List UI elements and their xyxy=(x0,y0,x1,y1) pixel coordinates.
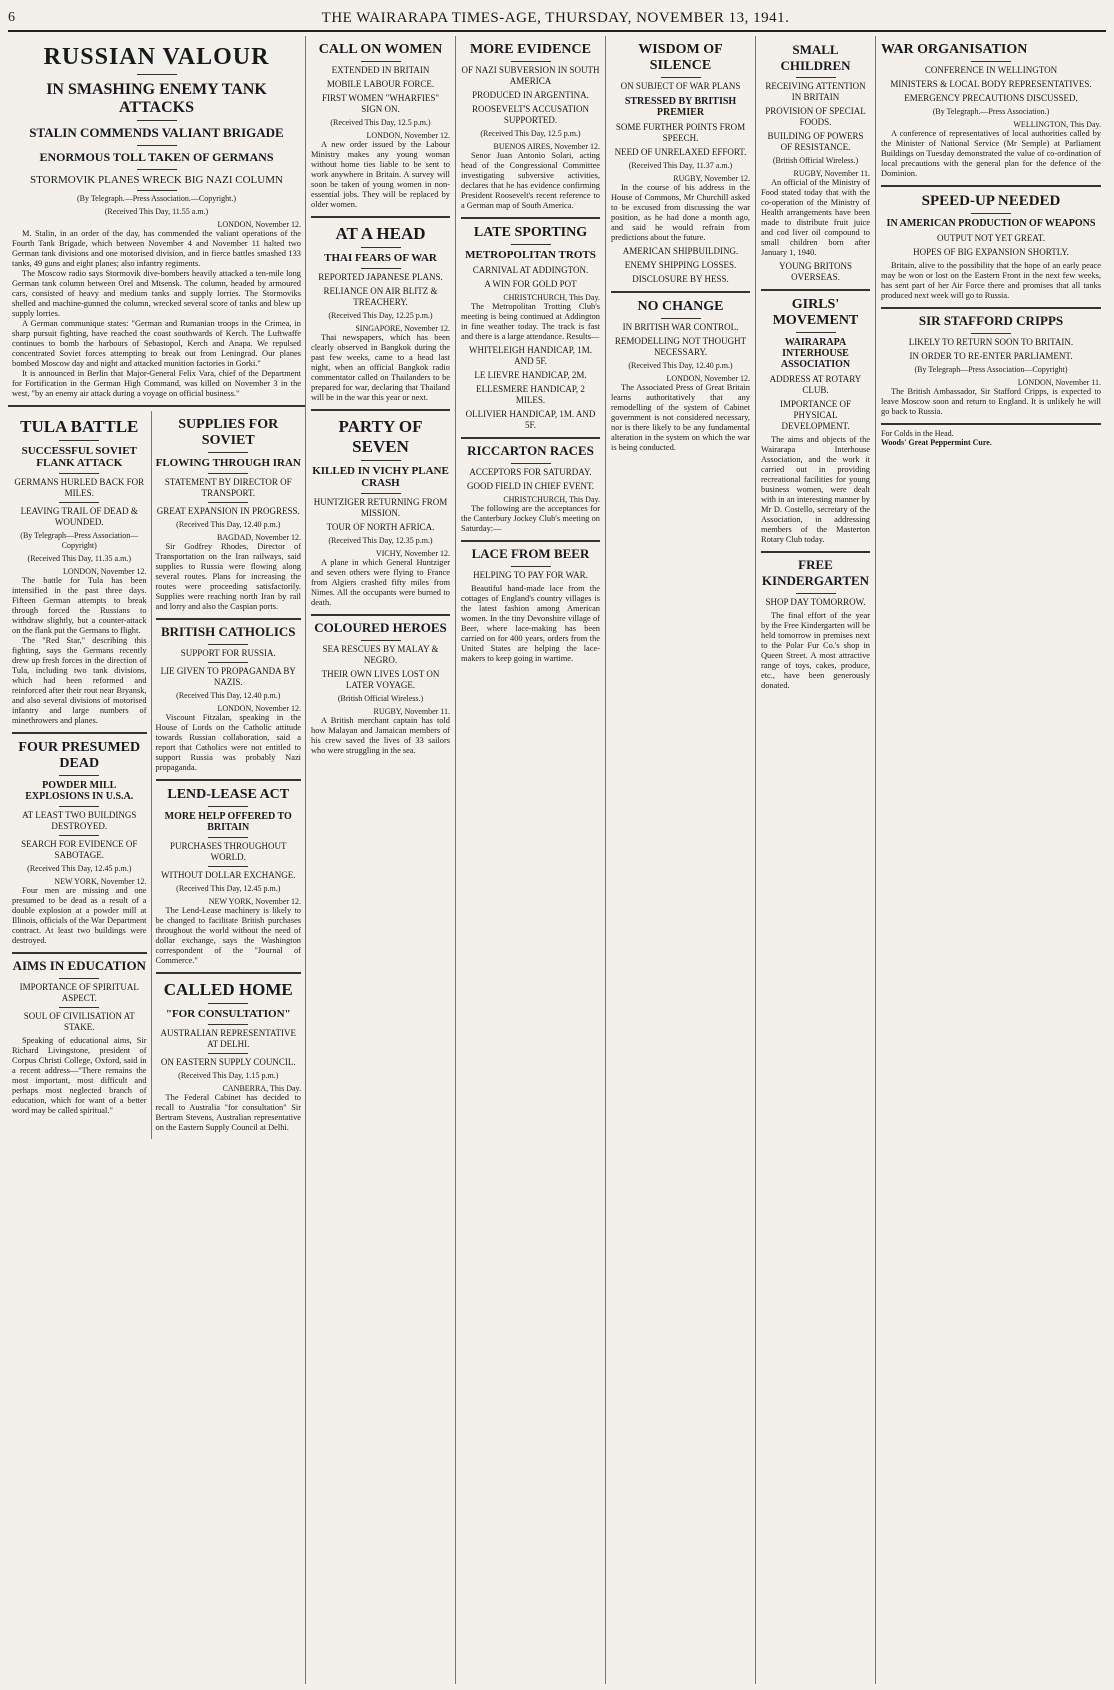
dateline: VICHY, November 12. xyxy=(375,549,450,558)
headline: SIR STAFFORD CRIPPS xyxy=(918,313,1064,328)
headline: AIMS IN EDUCATION xyxy=(12,958,146,973)
column-left xyxy=(8,36,306,1684)
headline: NO CHANGE xyxy=(637,299,724,314)
subheadline: SOME FURTHER POINTS FROM SPEECH. xyxy=(615,122,746,143)
subheadline: ROOSEVELT'S ACCUSATION SUPPORTED. xyxy=(471,104,590,125)
subheadline: SOUL OF CIVILISATION AT STAKE. xyxy=(23,1011,135,1032)
dateline: LONDON, November 12. xyxy=(217,704,301,713)
article-british-catholics xyxy=(156,624,301,773)
paragraph: The Moscow radio says Stormovik dive-bombers heavily attacked a ten-mile long German tank column between Orel and Mtsensk. The column, headed by armoured cars, consisted of heavy and medium tanks and supply lorries. The Stormoviks shelled and machine-gunned the column, wrecked several score of tanks and blew up supply lorries. xyxy=(12,269,301,318)
subheadline: GREAT EXPANSION IN PROGRESS. xyxy=(156,506,300,516)
subheadline: A WIN FOR GOLD POT xyxy=(484,279,577,289)
received-time: (By Telegraph.—Press Association.) xyxy=(932,107,1050,116)
dateline: RUGBY, November 12. xyxy=(673,174,750,183)
section-heading: AMERICAN SHIPBUILDING. xyxy=(622,246,739,256)
received-time: (British Official Wireless.) xyxy=(337,694,424,703)
subheadline: METROPOLITAN TROTS xyxy=(465,249,596,261)
received-time: (Received This Day, 11.37 a.m.) xyxy=(628,161,733,170)
column-6 xyxy=(756,36,876,1684)
subheadline: MORE HELP OFFERED TO BRITAIN xyxy=(164,811,292,833)
headline: RICCARTON RACES xyxy=(467,443,594,458)
subheadline: HOPES OF BIG EXPANSION SHORTLY. xyxy=(913,247,1069,257)
headline: GIRLS' MOVEMENT xyxy=(772,297,859,328)
article-more-evidence xyxy=(461,42,600,211)
article-aims-in-education xyxy=(12,958,147,1116)
subheadline: PROVISION OF SPECIAL FOODS. xyxy=(765,106,866,127)
paragraph: The British Ambassador, Sir Stafford Cripps, is expected to leave Moscow soon and return to England. It is unlikely he will go back to Russia. xyxy=(881,387,1101,416)
masthead xyxy=(8,6,1106,32)
subheadline: OF NAZI SUBVERSION IN SOUTH AMERICA xyxy=(461,65,600,86)
subheadline: GERMANS HURLED BACK FOR MILES. xyxy=(14,477,145,498)
subheadline: OUTPUT NOT YET GREAT. xyxy=(937,233,1045,243)
article-supplies-for-soviet xyxy=(156,417,301,612)
subheadline: MINISTERS & LOCAL BODY REPRESENTATIVES. xyxy=(890,79,1092,89)
article-small-children xyxy=(761,42,870,283)
subheadline: IMPORTANCE OF PHYSICAL DEVELOPMENT. xyxy=(780,399,851,431)
section-heading: ENEMY SHIPPING LOSSES. xyxy=(624,260,737,270)
paragraph: Thai newspapers, which has been clearly observed in Bangkok during the past few weeks, came to a head last night, when an official Bangkok radio commentator called on Thailanders to be prepared for war, declaring that Thailand will be in the war this year or next. xyxy=(311,333,450,402)
article-no-change xyxy=(611,299,750,453)
received-time: (Received This Day, 12.40 p.m.) xyxy=(176,520,281,529)
article-speed-up-needed xyxy=(881,193,1101,301)
subheadline: ON SUBJECT OF WAR PLANS xyxy=(620,81,741,91)
article-four-presumed-dead xyxy=(12,740,147,946)
subheadline: EMERGENCY PRECAUTIONS DISCUSSED. xyxy=(904,93,1078,103)
paragraph: The Metropolitan Trotting Club's meeting is being continued at Addington in fine weather today. The track is fast and there is a large attendance. Results— xyxy=(461,302,600,341)
column-7 xyxy=(876,36,1106,1684)
received-time: (Received This Day, 12.45 p.m.) xyxy=(27,864,132,873)
paragraph: The following are the acceptances for the Canterbury Jockey Club's meeting on Saturday:— xyxy=(461,504,600,533)
dateline: SINGAPORE, November 12. xyxy=(355,324,450,333)
subheadline: THAI FEARS OF WAR xyxy=(324,252,437,264)
subheadline: REPORTED JAPANESE PLANS. xyxy=(318,272,443,282)
subheadline: FLOWING THROUGH IRAN xyxy=(155,457,301,469)
dateline: LONDON, November 11. xyxy=(1017,378,1101,387)
subheadline: IN BRITISH WAR CONTROL. xyxy=(622,322,739,332)
subheadline: HELPING TO PAY FOR WAR. xyxy=(473,570,588,580)
subheadline: HUNTZIGER RETURNING FROM MISSION. xyxy=(313,497,448,518)
paragraph: Senor Juan Antonio Solari, acting head of the Congressional Committee investigating subversive activities, declares that he has evidence confirming President Roosevelt's recent reference to a German map of South America. xyxy=(461,151,600,210)
paragraph: A plane in which General Huntziger and seven others were flying to France from Algiers crashed fifty miles from Nimes. All the occupants were burned to death. xyxy=(311,558,450,607)
column-3 xyxy=(306,36,456,1684)
paragraph: A new order issued by the Labour Ministry makes any young woman without home ties liable to be sent to work anywhere in Britain. A survey will soon be taken of young women in non-essential jobs. They will be replaced by older women. xyxy=(311,140,450,209)
received-time: (Received This Day, 12.25 p.m.) xyxy=(328,311,433,320)
article-lace-from-beer xyxy=(461,546,600,664)
received-time: (British Official Wireless.) xyxy=(772,156,859,165)
article-lend-lease-act xyxy=(156,787,301,966)
subheadline: AT LEAST TWO BUILDINGS DESTROYED. xyxy=(22,810,137,831)
paragraph: Britain, alive to the possibility that the hope of an early peace may be won or lost on the Eastern Front in the next few weeks, has sent part of her Air Force there and promises that all tanks produced next week will go to Russia. xyxy=(881,261,1101,300)
article-at-a-head xyxy=(311,224,450,403)
dateline: CHRISTCHURCH, This Day. xyxy=(503,495,600,504)
section-heading: DISCLOSURE BY HESS. xyxy=(632,274,729,284)
headline: LATE SPORTING xyxy=(473,225,588,240)
subheadline: IN AMERICAN PRODUCTION OF WEAPONS xyxy=(886,218,1096,229)
subheadline: POWDER MILL EXPLOSIONS IN U.S.A. xyxy=(25,780,134,802)
article-call-on-women xyxy=(311,42,450,210)
article-late-sporting xyxy=(461,225,600,431)
paragraph: The Federal Cabinet has decided to recall to Australia "for consultation" Sir Bertram Stevens, Australian representative on the Eastern Supply Council at Delhi. xyxy=(155,1093,301,1132)
subheadline: BUILDING OF POWERS OF RESISTANCE. xyxy=(767,131,864,152)
received-time: (Received This Day, 12.5 p.m.) xyxy=(480,129,581,138)
subheadline: IMPORTANCE OF SPIRITUAL ASPECT. xyxy=(19,982,139,1003)
subheadline: MOBILE LABOUR FORCE. xyxy=(326,79,435,89)
paragraph: Viscount Fitzalan, speaking in the House of Lords on the Catholic attitude towards Russian collaboration, said a report that Catholics were not entitled to support Russia was probably Nazi propaganda. xyxy=(155,713,301,772)
subheadline: CONFERENCE IN WELLINGTON xyxy=(924,65,1058,75)
subheadline: WITHOUT DOLLAR EXCHANGE. xyxy=(160,870,296,880)
headline: CALLED HOME xyxy=(163,980,293,999)
subheadline: ENORMOUS TOLL TAKEN OF GERMANS xyxy=(39,150,274,164)
subheadline: IN SMASHING ENEMY TANK ATTACKS xyxy=(46,81,267,116)
headline: AT A HEAD xyxy=(335,224,426,243)
subheadline: THEIR OWN LIVES LOST ON LATER VOYAGE. xyxy=(321,669,440,690)
article-riccarton-races xyxy=(461,443,600,534)
dateline: LONDON, November 12. xyxy=(366,131,450,140)
race-heading: OLLIVIER HANDICAP, 1M. AND 5F. xyxy=(465,409,596,430)
subheadline: LIE GIVEN TO PROPAGANDA BY NAZIS. xyxy=(160,666,296,687)
subheadline: STATEMENT BY DIRECTOR OF TRANSPORT. xyxy=(164,477,292,498)
subheadline: SUCCESSFUL SOVIET FLANK ATTACK xyxy=(21,445,137,469)
paragraph: The Lend-Lease machinery is likely to be changed to facilitate British purchases throughout the world without the need of dollar exchange, says the Washington correspondent of the "Journal of Commerce." xyxy=(155,906,301,965)
paragraph: The battle for Tula has been intensified in the past three days. Fifteen German attempts to break through forced the Russians to withdraw slightly, but a counter-attack on the flank put the Germans to flight. xyxy=(12,576,147,635)
paragraph: It is announced in Berlin that Major-General Felix Vara, chief of the Department for Fortification in the German High Command, was killed on November 3 in the west, "by an enemy air attack during a voyage on official business." xyxy=(12,369,301,398)
subheadline: ON EASTERN SUPPLY COUNCIL. xyxy=(160,1057,296,1067)
headline: WISDOM OF SILENCE xyxy=(638,42,723,73)
paragraph: The Associated Press of Great Britain learns authoritatively that any remodelling of the system of Cabinet government is not considered necessary, nor is there likely to be any fundamental alteration in the system on which the war is being conducted. xyxy=(611,383,750,452)
subheadline: PRODUCED IN ARGENTINA. xyxy=(472,90,589,100)
received-time: (Received This Day, 1.15 p.m.) xyxy=(178,1071,279,1080)
race-heading: LE LIEVRE HANDICAP, 2M. xyxy=(474,370,587,380)
page-number: 6 xyxy=(8,10,15,25)
dateline: LONDON, November 12. xyxy=(217,220,301,229)
article-party-of-seven xyxy=(311,417,450,608)
article-called-home xyxy=(156,980,301,1133)
headline: SUPPLIES FOR SOVIET xyxy=(178,417,279,448)
article-tula-battle xyxy=(12,417,147,726)
column-5 xyxy=(606,36,756,1684)
dateline: NEW YORK, November 12. xyxy=(54,877,147,886)
subheadline: ADDRESS AT ROTARY CLUB. xyxy=(769,374,862,395)
section-heading: YOUNG BRITONS OVERSEAS. xyxy=(778,261,853,282)
dateline: CANBERRA, This Day. xyxy=(222,1084,301,1093)
byline: (By Telegraph.—Press Association.—Copyright.) xyxy=(76,194,237,203)
received-time: (Received This Day, 12.45 p.m.) xyxy=(176,884,281,893)
headline: MORE EVIDENCE xyxy=(470,42,591,57)
race-heading: WHITELEIGH HANDICAP, 1M. AND 5F. xyxy=(469,345,592,366)
subheadline: IN ORDER TO RE-ENTER PARLIAMENT. xyxy=(909,351,1073,361)
subheadline: SEA RESCUES BY MALAY & NEGRO. xyxy=(322,644,439,665)
article-war-organisation xyxy=(881,42,1101,179)
subheadline: SEARCH FOR EVIDENCE OF SABOTAGE. xyxy=(21,839,138,860)
headline: COLOURED HEROES xyxy=(314,620,447,635)
headline: WAR ORGANISATION xyxy=(881,42,1028,57)
article-girls-movement xyxy=(761,297,870,545)
received-time: (By Telegraph—Press Association—Copyright) xyxy=(914,365,1068,374)
dateline: WELLINGTON, This Day. xyxy=(1013,120,1101,129)
subheadline: LIKELY TO RETURN SOON TO BRITAIN. xyxy=(908,337,1074,347)
headline: TULA BATTLE xyxy=(20,417,139,436)
subheadline: KILLED IN VICHY PLANE CRASH xyxy=(312,465,449,489)
dateline: RUGBY, November 11. xyxy=(373,707,450,716)
received-time: (Received This Day, 11.35 a.m.) xyxy=(27,554,131,563)
article-russian-valour xyxy=(8,44,305,399)
paragraph: M. Stalin, in an order of the day, has commended the valiant operations of the Fourth Tank Brigade, which between November 4 and November 11 halted two German tank divisions and one motorised division, and in fierce battles smashed 133 tanks, 49 guns and eight planes; also infantry regiments. xyxy=(12,229,301,268)
subheadline: AUSTRALIAN REPRESENTATIVE AT DELHI. xyxy=(160,1028,297,1049)
subheadline: RECEIVING ATTENTION IN BRITAIN xyxy=(765,81,866,102)
subheadline: LEAVING TRAIL OF DEAD & WOUNDED. xyxy=(20,506,138,527)
subheadline: CARNIVAL AT ADDINGTON. xyxy=(472,265,589,275)
paragraph: Sir Godfrey Rhodes, Director of Transportation on the Iran railways, said supplies to Russia were flowing along several routes. Plans for increasing the routes were proceeding satisfactorily. Supplies were reaching north Iran by rail and lorry and also the Caspian ports. xyxy=(155,542,301,611)
received-time: (Received This Day, 12.5 p.m.) xyxy=(330,118,431,127)
headline: SMALL CHILDREN xyxy=(780,42,851,73)
received-time: (Received This Day, 12.35 p.m.) xyxy=(328,536,433,545)
article-free-kindergarten xyxy=(761,557,870,691)
subheadline: PURCHASES THROUGHOUT WORLD. xyxy=(169,841,287,862)
paragraph: The aims and objects of the Wairarapa Interhouse Association, and the work it carried out in providing recreational facilities for young business women, were dealt with in an interesting manner by Mr D. Costello, secretary of the Association, in addressing members of the Masterton Rotary Club today. xyxy=(761,435,870,544)
headline: LACE FROM BEER xyxy=(471,546,590,561)
byline: (By Telegraph—Press Association—Copyright) xyxy=(20,531,139,550)
received-time: (Received This Day, 12.40 p.m.) xyxy=(628,361,733,370)
race-heading: ELLESMERE HANDICAP, 2 MILES. xyxy=(476,384,585,405)
column-4 xyxy=(456,36,606,1684)
paragraph: A German communique states: "German and Rumanian troops in the Crimea, in sharp pursuit fighting, have reached the coast southwards of Kerch. The Luftwaffe continues to bomb the harbours of Sebastopol, Kerch and Anapa. We repulsed concentrated Soviet forces attempting to break out from Leningrad. Our planes bombed Moscow day and night and attacked munition factories in Gorki." xyxy=(12,319,301,368)
received-time: (Received This Day, 12.40 p.m.) xyxy=(176,691,281,700)
paragraph: Beautiful hand-made lace from the cottages of England's country villages is the latest fashion among American women. In the tiny Devonshire village of Beer, where lace-making has been carried on for 400 years, orders from the United States are helping the lace-makers to keep going in wartime. xyxy=(461,584,600,663)
subheadline: TOUR OF NORTH AFRICA. xyxy=(326,522,435,532)
dateline: LONDON, November 12. xyxy=(62,567,147,576)
subheadline: STORMOVIK PLANES WRECK BIG NAZI COLUMN xyxy=(30,174,283,186)
article-wisdom-of-silence xyxy=(611,42,750,285)
headline: RUSSIAN VALOUR xyxy=(43,44,270,70)
dateline: RUGBY, November 11. xyxy=(793,169,870,178)
subheadline: "FOR CONSULTATION" xyxy=(165,1008,291,1020)
headline: LEND-LEASE ACT xyxy=(167,787,290,802)
headline: BRITISH CATHOLICS xyxy=(161,624,296,639)
subheadline: EXTENDED IN BRITAIN xyxy=(331,65,430,75)
paragraph: The final effort of the year by the Free Kindergarten will be held tomorrow in premises next to the Polar Fur Co.'s shop in Queen Street. A most attractive range of toys, cakes, produce, etc., have been generously donated. xyxy=(761,611,870,690)
subheadline: RELIANCE ON AIR BLITZ & TREACHERY. xyxy=(323,286,438,307)
paragraph: Four men are missing and one presumed to be dead as a result of a double explosion at a powder mill at Illinois, officials of the War Department contract. At least two buildings were destroyed. xyxy=(12,886,147,945)
subheadline: REMODELLING NOT THOUGHT NECESSARY. xyxy=(614,336,747,357)
dateline: BAGDAD, November 12. xyxy=(217,533,301,542)
headline: SPEED-UP NEEDED xyxy=(921,193,1061,209)
paragraph: In the course of his address in the House of Commons, Mr Churchill asked to be excused from discussing the war position, as he had done a month ago, and said he would refrain from predictions about the future. xyxy=(611,183,750,242)
dateline: NEW YORK, November 12. xyxy=(208,897,301,906)
article-sir-stafford-cripps xyxy=(881,313,1101,417)
headline: FREE KINDERGARTEN xyxy=(761,557,870,588)
advertisement xyxy=(881,429,1101,447)
article-coloured-heroes xyxy=(311,620,450,756)
paragraph: Speaking of educational aims, Sir Richard Livingstone, president of Corpus Christi College, Oxford, said in a recent address—"There remains the most important, most difficult and perhaps most neglected branch of education, which for want of a better word may be called spiritual." xyxy=(12,1036,147,1115)
subheadline: STALIN COMMENDS VALIANT BRIGADE xyxy=(29,125,284,140)
newspaper-title: THE WAIRARAPA TIMES-AGE, THURSDAY, NOVEMBER 13, 1941. xyxy=(321,9,790,26)
dateline: BUENOS AIRES, November 12. xyxy=(493,142,600,151)
paragraph: A conference of representatives of local authorities called by the Minister of National Service (Mr Semple) at Parliament Buildings on Tuesday demonstrated the value of co-ordination of local precautions with the general plan for the defence of the Dominion. xyxy=(881,129,1101,178)
paragraph: The "Red Star," describing this fighting, says the Germans recently drew up fresh forces in the direction of Tula, including two tank divisions, which had been reformed and reinforced after their rout near Bryansk, and also several divisions of motorised infantry and large numbers of minethrowers and planes. xyxy=(12,636,147,725)
subheadline: GOOD FIELD IN CHIEF EVENT. xyxy=(466,481,595,491)
paragraph: A British merchant captain has told how Malayan and Jamaican members of his crew saved the lives of 33 sailors who were struggling in the sea. xyxy=(311,716,450,755)
ad-line: Woods' Great Peppermint Cure. xyxy=(881,438,992,447)
subheadline: FIRST WOMEN "WHARFIES" SIGN ON. xyxy=(321,93,440,114)
subheadline: SHOP DAY TOMORROW. xyxy=(765,597,866,607)
subheadline: STRESSED BY BRITISH PREMIER xyxy=(624,96,737,118)
dateline: LONDON, November 12. xyxy=(666,374,750,383)
received-time: (Received This Day, 11.55 a.m.) xyxy=(104,207,209,216)
headline: PARTY OF SEVEN xyxy=(338,417,423,456)
subheadline: ACCEPTORS FOR SATURDAY. xyxy=(469,467,592,477)
subheadline: SUPPORT FOR RUSSIA. xyxy=(180,648,276,658)
subheadline: NEED OF UNRELAXED EFFORT. xyxy=(614,147,747,157)
paragraph: An official of the Ministry of Food stated today that with the co-operation of the Ministry of Health arrangements have been made to distribute fruit juice and cod liver oil compound to small children born after January 1, 1940. xyxy=(761,178,870,257)
subheadline: WAIRARAPA INTERHOUSE ASSOCIATION xyxy=(780,337,851,370)
dateline: CHRISTCHURCH, This Day. xyxy=(503,293,600,302)
headline: FOUR PRESUMED DEAD xyxy=(18,740,141,771)
ad-line: For Colds in the Head. xyxy=(881,429,954,438)
headline: CALL ON WOMEN xyxy=(318,42,443,57)
